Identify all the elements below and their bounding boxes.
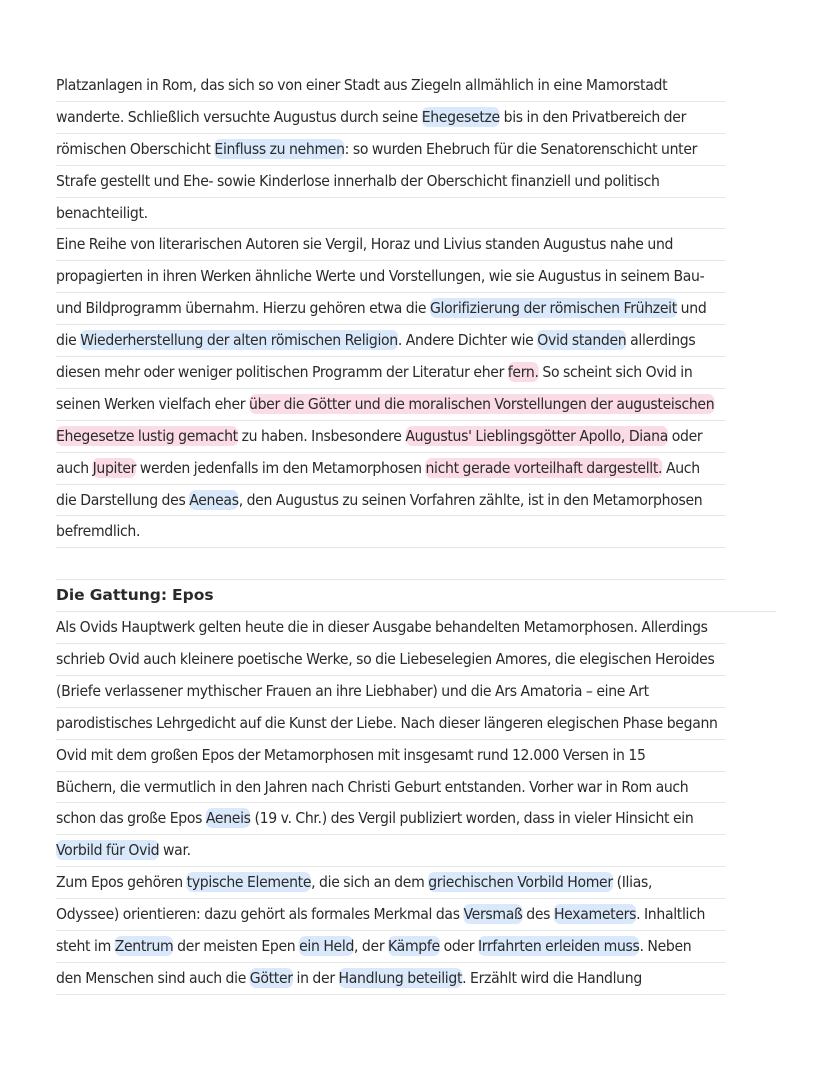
text-segment: schrieb Ovid auch kleinere poetische Werke, so die Liebeselegien Amores, die elegischen Heroides: [56, 650, 715, 669]
blue-highlight: Versmaß: [463, 905, 523, 924]
text-line: [56, 357, 726, 389]
text-segment: Als Ovids Hauptwerk gelten heute die in dieser Ausgabe behandelten Metamorphosen. Allerdings: [56, 618, 708, 637]
text-segment: seinen Werken vielfach eher: [56, 394, 250, 413]
text-segment: Platzanlagen in Rom, das sich so von einer Stadt aus Ziegeln allmählich in eine Mamorstadt: [56, 76, 668, 94]
blue-highlight: Ehegesetze: [421, 107, 500, 126]
text-segment: Odyssee) orientieren: dazu gehört als formales Merkmal das: [56, 905, 464, 924]
text-segment: . Andere Dichter wie: [397, 331, 538, 350]
text-segment: des: [522, 905, 554, 924]
text-segment: schon das große Epos: [56, 809, 206, 828]
text-segment: . Inhaltlich: [636, 905, 706, 924]
blue-highlight: Aeneas: [189, 490, 239, 509]
text-line: [56, 963, 726, 995]
pink-highlight: Ehegesetze lustig gemacht: [56, 426, 238, 445]
text-segment: römischen Oberschicht: [56, 139, 215, 158]
section-heading: [56, 580, 776, 612]
text-line: [56, 835, 726, 867]
text-line: [56, 931, 726, 963]
blank-line: [56, 548, 726, 580]
text-line: [56, 166, 726, 198]
text-line: [56, 70, 726, 102]
text-segment: Ovid mit dem großen Epos der Metamorphosen mit insgesamt rund 12.000 Versen in 15: [56, 745, 646, 764]
text-line: [56, 644, 726, 676]
text-segment: war.: [159, 841, 191, 860]
blue-highlight: Ovid standen: [537, 331, 627, 350]
text-line: [56, 676, 726, 708]
text-segment: benachteiligt.: [56, 203, 148, 222]
text-segment: der meisten Epen: [173, 937, 300, 956]
text-line: [56, 229, 726, 261]
text-segment: und Bildprogramm übernahm. Hierzu gehören etwa die: [56, 299, 430, 318]
blue-highlight: Handlung beteiligt: [338, 968, 463, 987]
blue-highlight: Hexameters: [553, 905, 637, 924]
text-segment: wanderte. Schließlich versuchte Augustus durch seine: [56, 107, 422, 126]
text-segment: oder: [439, 937, 478, 956]
text-segment: , die sich an dem: [311, 873, 429, 892]
text-line: [56, 899, 726, 931]
text-line: [56, 293, 726, 325]
text-segment: Büchern, die vermutlich in den Jahren nach Christi Geburt entstanden. Vorher war in Rom auch: [56, 777, 689, 796]
text-line: [56, 867, 726, 899]
text-segment: Strafe gestellt und Ehe- sowie Kinderlose innerhalb der Oberschicht finanziell und politisch: [56, 171, 660, 190]
blue-highlight: Glorifizierung der römischen Frühzeit: [429, 299, 677, 318]
pink-highlight: fern.: [507, 363, 539, 382]
text-line: [56, 325, 726, 357]
text-line: [56, 134, 726, 166]
pink-highlight: Augustus' Lieblingsgötter Apollo, Diana: [405, 426, 669, 445]
text-line: [56, 261, 726, 293]
text-segment: die Darstellung des: [56, 490, 190, 509]
text-line: [56, 772, 726, 804]
text-segment: : so wurden Ehebruch für die Senatorenschicht unter: [344, 139, 698, 158]
text-segment: Eine Reihe von literarischen Autoren sie Vergil, Horaz und Livius standen Augustus nahe und: [56, 235, 674, 254]
text-segment: befremdlich.: [56, 522, 141, 541]
text-segment: Die Gattung: Epos: [56, 586, 214, 605]
blue-highlight: Einfluss zu nehmen: [214, 139, 345, 158]
text-segment: . Erzählt wird die Handlung: [462, 968, 642, 987]
text-line: [56, 485, 726, 517]
text-line: [56, 803, 726, 835]
blue-highlight: Aeneis: [205, 809, 251, 828]
blue-highlight: typische Elemente: [186, 873, 312, 892]
text-line: [56, 198, 726, 230]
text-segment: die: [56, 331, 81, 350]
text-segment: propagierten in ihren Werken ähnliche Werte und Vorstellungen, wie sie Augustus in seinem Bau-: [56, 267, 705, 286]
text-segment: , der: [354, 937, 389, 956]
text-segment: parodistisches Lehrgedicht auf die Kunst der Liebe. Nach dieser längeren elegischen Phase begann: [56, 713, 718, 732]
text-segment: oder: [668, 426, 703, 445]
text-segment: zu haben. Insbesondere: [237, 426, 406, 445]
blue-highlight: Irrfahrten erleiden muss: [477, 937, 640, 956]
text-segment: diesen mehr oder weniger politischen Programm der Literatur eher: [56, 363, 508, 382]
pink-highlight: nicht gerade vorteilhaft dargestellt.: [425, 458, 663, 477]
text-line: [56, 740, 726, 772]
text-segment: werden jedenfalls im den Metamorphosen: [136, 458, 426, 477]
blue-highlight: Kämpfe: [388, 937, 440, 956]
text-line: [56, 421, 726, 453]
text-segment: (Briefe verlassener mythischer Frauen an ihre Liebhaber) und die Ars Amatoria – eine Art: [56, 681, 649, 700]
text-line: [56, 516, 726, 548]
blue-highlight: Wiederherstellung der alten römischen Religion: [80, 331, 398, 350]
text-line: [56, 612, 726, 644]
text-segment: den Menschen sind auch die: [56, 968, 250, 987]
text-line: [56, 102, 726, 134]
text-segment: . Neben: [639, 937, 692, 956]
pink-highlight: Jupiter: [92, 458, 137, 477]
text-segment: allerdings: [626, 331, 696, 350]
blue-highlight: Zentrum: [114, 937, 174, 956]
text-segment: (Ilias,: [612, 873, 653, 892]
text-line: [56, 453, 726, 485]
text-segment: Auch: [662, 458, 700, 477]
blue-highlight: ein Held: [299, 937, 355, 956]
text-segment: So scheint sich Ovid in: [538, 363, 693, 382]
text-segment: , den Augustus zu seinen Vorfahren zählte, ist in den Metamorphosen: [238, 490, 703, 509]
text-line: [56, 389, 726, 421]
text-segment: in der: [292, 968, 339, 987]
pink-highlight: über die Götter und die moralischen Vorstellungen der augusteischen: [249, 394, 715, 413]
blue-highlight: griechischen Vorbild Homer: [428, 873, 613, 892]
text-segment: steht im: [56, 937, 115, 956]
blue-highlight: Vorbild für Ovid: [56, 841, 160, 860]
text-line: [56, 708, 726, 740]
text-segment: und: [676, 299, 707, 318]
text-segment: (19 v. Chr.) des Vergil publiziert worden, dass in vieler Hinsicht ein: [250, 809, 694, 828]
text-segment: Zum Epos gehören: [56, 873, 187, 892]
blue-highlight: Götter: [249, 968, 293, 987]
text-segment: bis in den Privatbereich der: [499, 107, 687, 126]
text-segment: auch: [56, 458, 93, 477]
